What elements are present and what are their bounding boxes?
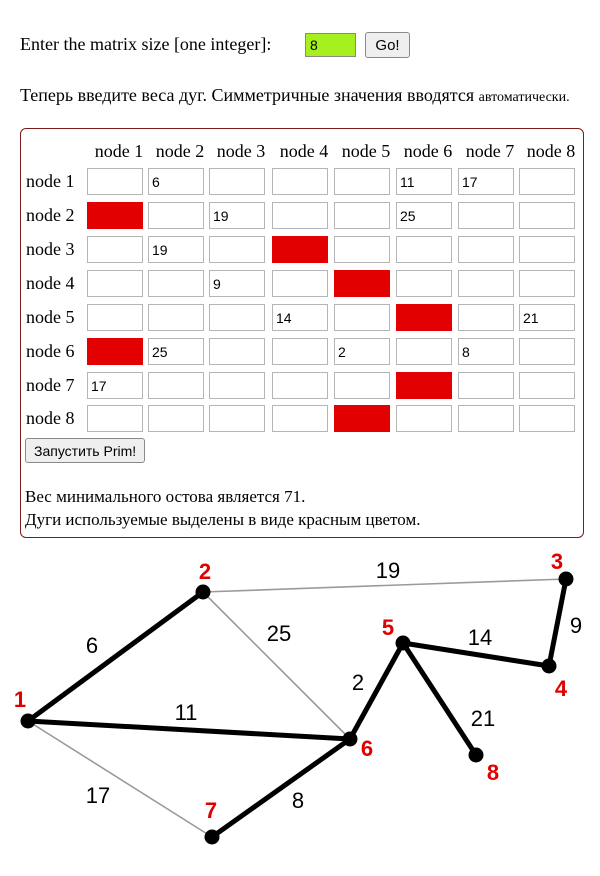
graph-node-label-4: 4 xyxy=(554,676,568,701)
column-header-node-5: node 5 xyxy=(341,141,391,161)
weight-cell-3-4[interactable] xyxy=(272,236,328,263)
matrix-size-label: Enter the matrix size [one integer]: xyxy=(20,34,272,54)
weight-cell-7-4[interactable] xyxy=(272,372,328,399)
edge-weight-label-2-6: 25 xyxy=(266,621,292,646)
weight-cell-3-8[interactable] xyxy=(519,236,575,263)
weight-cell-2-1[interactable] xyxy=(87,202,143,229)
graph-node-7 xyxy=(205,830,220,845)
column-header-node-2: node 2 xyxy=(155,141,205,161)
weight-cell-2-5[interactable] xyxy=(334,202,390,229)
weight-cell-4-2[interactable] xyxy=(148,270,204,297)
edge-2-6 xyxy=(203,592,350,739)
edge-weight-label-5-4: 14 xyxy=(467,625,493,650)
weight-cell-4-6[interactable] xyxy=(396,270,452,297)
weight-cell-2-3[interactable]: 19 xyxy=(209,202,265,229)
column-header-node-6: node 6 xyxy=(403,141,453,161)
weight-cell-5-5[interactable] xyxy=(334,304,390,331)
weight-cell-2-6[interactable]: 25 xyxy=(396,202,452,229)
weight-cell-8-3[interactable] xyxy=(209,405,265,432)
weight-cell-5-3[interactable] xyxy=(209,304,265,331)
weight-cell-2-8[interactable] xyxy=(519,202,575,229)
graph-node-6 xyxy=(343,732,358,747)
row-header-node-8: node 8 xyxy=(26,408,75,428)
graph-diagram xyxy=(0,540,600,876)
weight-cell-1-2[interactable]: 6 xyxy=(148,168,204,195)
edge-weight-label-5-8: 21 xyxy=(470,706,496,731)
weight-cell-2-4[interactable] xyxy=(272,202,328,229)
edge-3-4 xyxy=(549,579,566,666)
edge-weight-label-2-3: 19 xyxy=(375,558,401,583)
weight-cell-8-7[interactable] xyxy=(458,405,514,432)
weights-instructions-main: Теперь введите веса дуг. Симметричные значения вводятся xyxy=(20,85,475,105)
weight-cell-7-3[interactable] xyxy=(209,372,265,399)
graph-node-2 xyxy=(196,585,211,600)
column-header-node-1: node 1 xyxy=(94,141,144,161)
weight-cell-4-1[interactable] xyxy=(87,270,143,297)
weight-cell-4-5[interactable] xyxy=(334,270,390,297)
weights-instructions-tail: автоматически. xyxy=(478,90,570,105)
weight-cell-5-4[interactable]: 14 xyxy=(272,304,328,331)
edge-weight-label-1-6: 11 xyxy=(174,700,198,725)
weight-cell-4-3[interactable]: 9 xyxy=(209,270,265,297)
weight-cell-8-1[interactable] xyxy=(87,405,143,432)
weight-cell-8-2[interactable] xyxy=(148,405,204,432)
edge-weight-label-6-5: 2 xyxy=(351,670,365,695)
weight-cell-1-8[interactable] xyxy=(519,168,575,195)
graph-node-8 xyxy=(469,748,484,763)
column-header-node-7: node 7 xyxy=(465,141,515,161)
run-prim-button[interactable]: Запустить Prim! xyxy=(25,438,145,463)
weight-cell-7-6[interactable] xyxy=(396,372,452,399)
weight-cell-2-2[interactable] xyxy=(148,202,204,229)
weight-cell-6-8[interactable] xyxy=(519,338,575,365)
weight-cell-1-7[interactable]: 17 xyxy=(458,168,514,195)
go-button[interactable]: Go! xyxy=(365,32,410,58)
weights-instructions xyxy=(20,85,570,106)
weight-cell-5-7[interactable] xyxy=(458,304,514,331)
edge-6-7 xyxy=(212,739,350,837)
weight-cell-1-4[interactable] xyxy=(272,168,328,195)
weight-cell-1-3[interactable] xyxy=(209,168,265,195)
graph-node-5 xyxy=(396,636,411,651)
weight-cell-6-2[interactable]: 25 xyxy=(148,338,204,365)
edge-1-7 xyxy=(28,721,212,837)
edge-weight-label-1-7: 17 xyxy=(85,783,111,808)
weight-cell-8-4[interactable] xyxy=(272,405,328,432)
weight-cell-6-6[interactable] xyxy=(396,338,452,365)
weight-cell-7-2[interactable] xyxy=(148,372,204,399)
row-header-node-6: node 6 xyxy=(26,341,75,361)
weight-cell-3-6[interactable] xyxy=(396,236,452,263)
column-header-node-4: node 4 xyxy=(279,141,329,161)
weight-cell-1-5[interactable] xyxy=(334,168,390,195)
mst-weight-result: Вес минимального остова является 71. xyxy=(25,487,306,506)
weight-cell-5-2[interactable] xyxy=(148,304,204,331)
column-header-node-3: node 3 xyxy=(216,141,266,161)
mst-edges-note: Дуги используемые выделены в виде красным цветом. xyxy=(25,510,421,529)
weight-cell-5-1[interactable] xyxy=(87,304,143,331)
graph-node-label-2: 2 xyxy=(198,559,212,584)
weight-cell-3-1[interactable] xyxy=(87,236,143,263)
column-header-node-8: node 8 xyxy=(526,141,576,161)
edge-5-8 xyxy=(403,643,476,755)
weight-cell-3-2[interactable]: 19 xyxy=(148,236,204,263)
weight-cell-3-7[interactable] xyxy=(458,236,514,263)
weight-cell-4-7[interactable] xyxy=(458,270,514,297)
weight-cell-7-5[interactable] xyxy=(334,372,390,399)
matrix-size-input[interactable] xyxy=(305,33,356,57)
edge-weight-label-1-2: 6 xyxy=(85,633,99,658)
weight-cell-8-6[interactable] xyxy=(396,405,452,432)
weight-cell-6-4[interactable] xyxy=(272,338,328,365)
weight-cell-1-6[interactable]: 11 xyxy=(396,168,452,195)
row-header-node-7: node 7 xyxy=(26,375,75,395)
weight-matrix-panel xyxy=(20,128,584,538)
weight-cell-6-1[interactable] xyxy=(87,338,143,365)
graph-node-label-6: 6 xyxy=(360,736,374,761)
row-header-node-5: node 5 xyxy=(26,307,75,327)
weight-cell-1-1[interactable] xyxy=(87,168,143,195)
edge-weight-label-6-7: 8 xyxy=(291,788,305,813)
row-header-node-1: node 1 xyxy=(26,171,75,191)
graph-node-4 xyxy=(542,659,557,674)
weight-cell-6-3[interactable] xyxy=(209,338,265,365)
graph-node-label-1: 1 xyxy=(13,687,27,712)
weight-cell-4-4[interactable] xyxy=(272,270,328,297)
weight-cell-3-3[interactable] xyxy=(209,236,265,263)
graph-node-label-3: 3 xyxy=(550,549,564,574)
row-header-node-4: node 4 xyxy=(26,273,75,293)
weight-cell-3-5[interactable] xyxy=(334,236,390,263)
edge-weight-label-3-4: 9 xyxy=(569,613,583,638)
graph-node-label-7: 7 xyxy=(204,798,218,823)
weight-cell-8-5[interactable] xyxy=(334,405,390,432)
weight-cell-5-8[interactable]: 21 xyxy=(519,304,575,331)
weight-cell-6-5[interactable]: 2 xyxy=(334,338,390,365)
weight-cell-2-7[interactable] xyxy=(458,202,514,229)
weight-cell-7-8[interactable] xyxy=(519,372,575,399)
row-header-node-3: node 3 xyxy=(26,239,75,259)
weight-cell-7-1[interactable]: 17 xyxy=(87,372,143,399)
weight-cell-8-8[interactable] xyxy=(519,405,575,432)
row-header-node-2: node 2 xyxy=(26,205,75,225)
graph-node-label-8: 8 xyxy=(486,760,500,785)
weight-cell-4-8[interactable] xyxy=(519,270,575,297)
weight-cell-7-7[interactable] xyxy=(458,372,514,399)
weight-cell-6-7[interactable]: 8 xyxy=(458,338,514,365)
graph-node-1 xyxy=(21,714,36,729)
graph-node-label-5: 5 xyxy=(381,615,395,640)
weight-cell-5-6[interactable] xyxy=(396,304,452,331)
